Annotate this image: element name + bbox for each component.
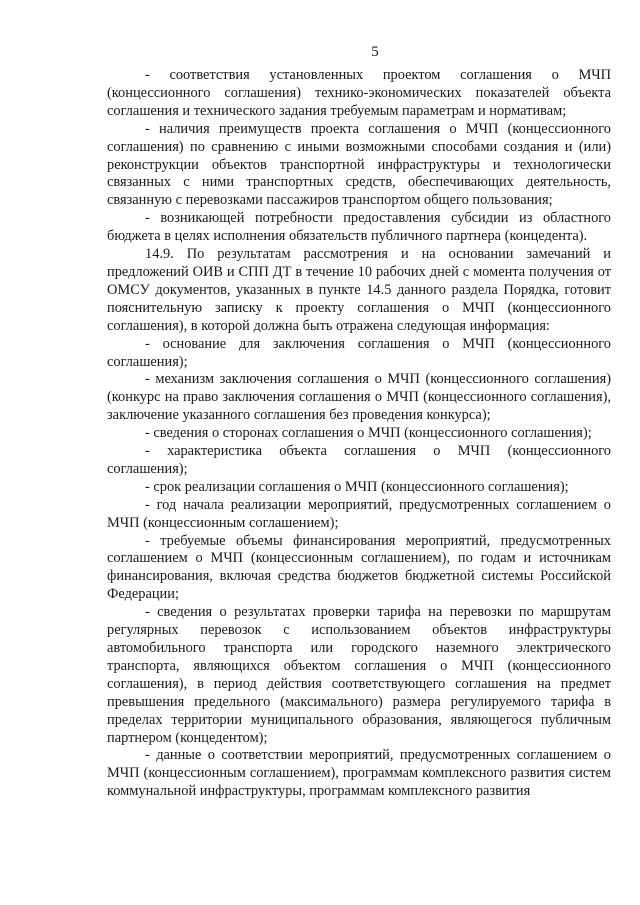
paragraph-item-compliance: - соответствия установленных проектом соглашения о МЧП (концессионного соглашения) технико-экономических показателей объекта соглашения и технического задания требуемым параметрам и нормативам; xyxy=(107,67,611,119)
page-number: 5 xyxy=(371,44,379,60)
paragraph-item-object-characteristics: - характеристика объекта соглашения о МЧП (концессионного соглашения); xyxy=(107,443,611,477)
paragraph-item-parties: - сведения о сторонах соглашения о МЧП (концессионного соглашения); xyxy=(145,425,592,442)
paragraph-item-subsidy-need: - возникающей потребности предоставления субсидии из областного бюджета в целях исполнения обязательств публичного партнера (концедента). xyxy=(107,210,611,245)
paragraph-item-mechanism: - механизм заключения соглашения о МЧП (концессионного соглашения) (конкурс на право заключения соглашения о МЧП (концессионного соглашения), заключение указанного соглашения без проведения конкурса); xyxy=(107,371,611,424)
document-body xyxy=(107,67,611,801)
paragraph-item-term: - срок реализации соглашения о МЧП (концессионного соглашения); xyxy=(145,478,569,495)
paragraph-item-financing: - требуемые объемы финансирования мероприятий, предусмотренных соглашением о МЧП (концессионным соглашением), по годам и источникам финансирования, включая средства бюджетов бюджетной системы Российской Федерации; xyxy=(107,532,611,603)
paragraph-item-basis: - основание для заключения соглашения о МЧП (концессионного соглашения); xyxy=(107,335,611,370)
paragraph-item-program-conformity: - данные о соответствии мероприятий, предусмотренных соглашением о МЧП (концессионным соглашением), программам комплексного развития систем коммунальной инфраструктуры, программам комплексного развития xyxy=(107,747,611,800)
paragraph-item-advantages: - наличия преимуществ проекта соглашения о МЧП (концессионного соглашения) по сравнению с иными возможными способами создания и (или) реконструкции объектов транспортной инфраструктуры и технологически связанных с ними транспортных средств, обеспечивающих деятельность, связанную с перевозками пассажиров транспортом общего пользования; xyxy=(107,120,611,209)
paragraph-item-tariff-check: - сведения о результатах проверки тарифа на перевозки по маршрутам регулярных перевозок с использованием объектов инфраструктуры автомобильного транспорта или городского наземного электрического транспорта, являющихся объектом соглашения о МЧП (концессионного соглашения), в период действия соответствующего соглашения на предмет превышения предельного (максимального) размера регулируемого тарифа в пределах территории муниципального образования, являющегося публичным партнером (концедентом); xyxy=(107,604,611,746)
paragraph-item-start-year: - год начала реализации мероприятий, предусмотренных соглашением о МЧП (концессионным соглашением); xyxy=(107,496,611,531)
paragraph-clause-14-9: 14.9. По результатам рассмотрения и на основании замечаний и предложений ОИВ и СПП ДТ в течение 10 рабочих дней с момента получения от ОМСУ документов, указанных в пункте 14.5 данного раздела Порядка, готовит пояснительную записку к проекту соглашения о МЧП (концессионного соглашения), в которой должна быть отражена следующая информация: xyxy=(107,246,611,334)
